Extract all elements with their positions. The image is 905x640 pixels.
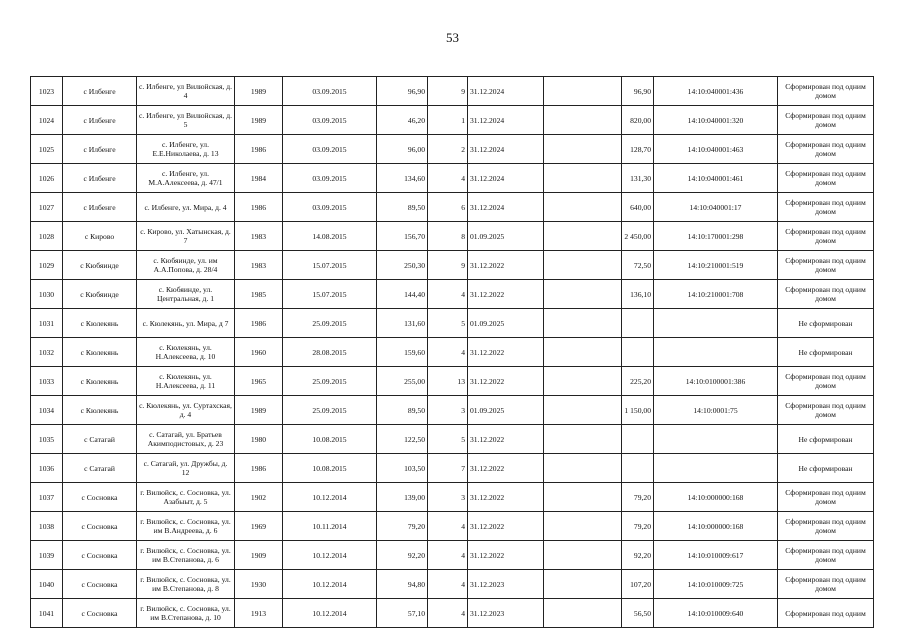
residents-count: 4 (428, 541, 468, 570)
house-area: 92,20 (377, 541, 428, 570)
row-number: 1031 (31, 309, 63, 338)
residents-count: 3 (428, 483, 468, 512)
planned-date: 31.12.2022 (468, 483, 544, 512)
table-row (31, 570, 874, 599)
land-area: 820,00 (622, 106, 654, 135)
house-address: г. Вилюйск, с. Сосновка, ул. Азабыыт, д. 5 (137, 483, 235, 512)
row-number: 1034 (31, 396, 63, 425)
table-row (31, 77, 874, 106)
land-area: 56,50 (622, 599, 654, 628)
house-address: с. Илбенге, ул Вилюйская, д. 4 (137, 77, 235, 106)
planned-date: 31.12.2023 (468, 599, 544, 628)
build-year: 1986 (235, 454, 283, 483)
house-area: 89,50 (377, 396, 428, 425)
emergency-date: 03.09.2015 (283, 193, 377, 222)
cadastral-number: 14:10:010009:617 (654, 541, 778, 570)
row-number: 1033 (31, 367, 63, 396)
empty-cell (544, 599, 622, 628)
cadastral-number: 14:10:040001:461 (654, 164, 778, 193)
table-row (31, 396, 874, 425)
village-name: с Сосновка (63, 541, 137, 570)
house-address: г. Вилюйск, с. Сосновка, ул. им В.Степанова, д. 6 (137, 541, 235, 570)
house-area: 46,20 (377, 106, 428, 135)
village-name: с Кирово (63, 222, 137, 251)
empty-cell (544, 512, 622, 541)
empty-cell (544, 164, 622, 193)
house-address: с. Илбенге, ул. Мира, д. 4 (137, 193, 235, 222)
house-address: с. Сатагай, ул. Братьев Акимподистовых, д. 23 (137, 425, 235, 454)
planned-date: 31.12.2023 (468, 570, 544, 599)
cadastral-number: 14:10:010009:725 (654, 570, 778, 599)
planned-date: 31.12.2022 (468, 367, 544, 396)
build-year: 1902 (235, 483, 283, 512)
house-area: 255,00 (377, 367, 428, 396)
house-area: 57,10 (377, 599, 428, 628)
empty-cell (544, 425, 622, 454)
village-name: с Илбенге (63, 135, 137, 164)
emergency-date: 10.08.2015 (283, 454, 377, 483)
house-area: 134,60 (377, 164, 428, 193)
planned-date: 31.12.2022 (468, 454, 544, 483)
build-year: 1983 (235, 251, 283, 280)
row-number: 1030 (31, 280, 63, 309)
house-address: с. Кюлекянь, ул. Суртахская, д. 4 (137, 396, 235, 425)
cadastral-number (654, 425, 778, 454)
house-address: с. Илбенге, ул. Е.Е.Николаева, д. 13 (137, 135, 235, 164)
house-address: с. Кюлекянь, ул. Н.Алексеева, д. 11 (137, 367, 235, 396)
land-status: Сформирован под одним домом (778, 280, 874, 309)
land-status: Не сформирован (778, 309, 874, 338)
build-year: 1960 (235, 338, 283, 367)
emergency-date: 10.12.2014 (283, 599, 377, 628)
house-area: 96,00 (377, 135, 428, 164)
emergency-date: 10.12.2014 (283, 541, 377, 570)
house-address: г. Вилюйск, с. Сосновка, ул. им В.Степанова, д. 10 (137, 599, 235, 628)
build-year: 1983 (235, 222, 283, 251)
row-number: 1036 (31, 454, 63, 483)
row-number: 1025 (31, 135, 63, 164)
row-number: 1038 (31, 512, 63, 541)
land-area (622, 309, 654, 338)
table-row (31, 164, 874, 193)
land-area: 79,20 (622, 512, 654, 541)
residents-count: 13 (428, 367, 468, 396)
table-row (31, 135, 874, 164)
planned-date: 31.12.2022 (468, 280, 544, 309)
cadastral-number: 14:10:040001:17 (654, 193, 778, 222)
village-name: с Сатагай (63, 454, 137, 483)
residents-count: 2 (428, 135, 468, 164)
build-year: 1989 (235, 396, 283, 425)
land-area: 92,20 (622, 541, 654, 570)
housing-registry-table (30, 76, 874, 628)
house-area: 159,60 (377, 338, 428, 367)
empty-cell (544, 251, 622, 280)
land-status: Сформирован под одним домом (778, 135, 874, 164)
build-year: 1986 (235, 193, 283, 222)
land-status: Сформирован под одним домом (778, 164, 874, 193)
land-status: Не сформирован (778, 425, 874, 454)
cadastral-number: 14:10:210001:708 (654, 280, 778, 309)
cadastral-number (654, 454, 778, 483)
land-area: 1 150,00 (622, 396, 654, 425)
table-row (31, 454, 874, 483)
cadastral-number: 14:10:000000:168 (654, 512, 778, 541)
empty-cell (544, 193, 622, 222)
row-number: 1041 (31, 599, 63, 628)
planned-date: 31.12.2024 (468, 77, 544, 106)
land-area: 107,20 (622, 570, 654, 599)
residents-count: 9 (428, 251, 468, 280)
village-name: с Сосновка (63, 570, 137, 599)
empty-cell (544, 570, 622, 599)
cadastral-number (654, 309, 778, 338)
planned-date: 31.12.2024 (468, 106, 544, 135)
land-area: 640,00 (622, 193, 654, 222)
land-status: Сформирован под одним домом (778, 367, 874, 396)
build-year: 1989 (235, 77, 283, 106)
village-name: с Кюлекянь (63, 338, 137, 367)
land-area (622, 425, 654, 454)
residents-count: 8 (428, 222, 468, 251)
residents-count: 4 (428, 280, 468, 309)
cadastral-number: 14:10:040001:320 (654, 106, 778, 135)
table-row (31, 599, 874, 628)
table-row (31, 541, 874, 570)
house-address: с. Кюлекянь, ул. Н.Алексеева, д. 10 (137, 338, 235, 367)
house-area: 103,50 (377, 454, 428, 483)
land-status: Сформирован под одним домом (778, 570, 874, 599)
table-row (31, 512, 874, 541)
village-name: с Сатагай (63, 425, 137, 454)
house-area: 89,50 (377, 193, 428, 222)
table-row (31, 222, 874, 251)
row-number: 1039 (31, 541, 63, 570)
table-row (31, 280, 874, 309)
house-address: с. Кюбяинде, ул. им А.А.Попова, д. 28/4 (137, 251, 235, 280)
house-address: с. Илбенге, ул. М.А.Алексеева, д. 47/1 (137, 164, 235, 193)
land-area: 131,30 (622, 164, 654, 193)
land-status: Не сформирован (778, 454, 874, 483)
emergency-date: 25.09.2015 (283, 367, 377, 396)
house-area: 96,90 (377, 77, 428, 106)
village-name: с Сосновка (63, 512, 137, 541)
residents-count: 4 (428, 599, 468, 628)
row-number: 1023 (31, 77, 63, 106)
build-year: 1986 (235, 135, 283, 164)
residents-count: 5 (428, 425, 468, 454)
table-row (31, 367, 874, 396)
empty-cell (544, 106, 622, 135)
planned-date: 01.09.2025 (468, 309, 544, 338)
village-name: с Илбенге (63, 164, 137, 193)
empty-cell (544, 222, 622, 251)
planned-date: 01.09.2025 (468, 222, 544, 251)
land-status: Сформирован под одним домом (778, 222, 874, 251)
cadastral-number (654, 338, 778, 367)
build-year: 1969 (235, 512, 283, 541)
planned-date: 31.12.2022 (468, 425, 544, 454)
empty-cell (544, 280, 622, 309)
build-year: 1965 (235, 367, 283, 396)
planned-date: 31.12.2024 (468, 135, 544, 164)
emergency-date: 15.07.2015 (283, 251, 377, 280)
emergency-date: 03.09.2015 (283, 135, 377, 164)
build-year: 1985 (235, 280, 283, 309)
page-number: 53 (446, 30, 459, 45)
empty-cell (544, 135, 622, 164)
row-number: 1026 (31, 164, 63, 193)
land-area (622, 454, 654, 483)
table-row (31, 483, 874, 512)
planned-date: 31.12.2022 (468, 251, 544, 280)
land-status: Сформирован под одним домом (778, 541, 874, 570)
house-area: 139,00 (377, 483, 428, 512)
table-row (31, 251, 874, 280)
house-address: г. Вилюйск, с. Сосновка, ул. им В.Степанова, д. 8 (137, 570, 235, 599)
house-area: 122,50 (377, 425, 428, 454)
cadastral-number: 14:10:210001:519 (654, 251, 778, 280)
house-area: 156,70 (377, 222, 428, 251)
empty-cell (544, 396, 622, 425)
residents-count: 4 (428, 338, 468, 367)
village-name: с Кюлекянь (63, 367, 137, 396)
village-name: с Кюбяинде (63, 280, 137, 309)
row-number: 1040 (31, 570, 63, 599)
build-year: 1984 (235, 164, 283, 193)
empty-cell (544, 309, 622, 338)
land-area: 128,70 (622, 135, 654, 164)
house-area: 94,80 (377, 570, 428, 599)
empty-cell (544, 77, 622, 106)
row-number: 1037 (31, 483, 63, 512)
emergency-date: 25.09.2015 (283, 309, 377, 338)
empty-cell (544, 541, 622, 570)
land-area: 136,10 (622, 280, 654, 309)
emergency-date: 03.09.2015 (283, 106, 377, 135)
emergency-date: 28.08.2015 (283, 338, 377, 367)
build-year: 1909 (235, 541, 283, 570)
land-area: 96,90 (622, 77, 654, 106)
cadastral-number: 14:10:000000:168 (654, 483, 778, 512)
residents-count: 3 (428, 396, 468, 425)
land-area: 225,20 (622, 367, 654, 396)
residents-count: 7 (428, 454, 468, 483)
emergency-date: 03.09.2015 (283, 164, 377, 193)
village-name: с Илбенге (63, 193, 137, 222)
emergency-date: 03.09.2015 (283, 77, 377, 106)
cadastral-number: 14:10:040001:463 (654, 135, 778, 164)
land-status: Сформирован под одним домом (778, 106, 874, 135)
residents-count: 6 (428, 193, 468, 222)
house-area: 250,30 (377, 251, 428, 280)
row-number: 1032 (31, 338, 63, 367)
land-area: 79,20 (622, 483, 654, 512)
land-status: Не сформирован (778, 338, 874, 367)
residents-count: 1 (428, 106, 468, 135)
emergency-date: 14.08.2015 (283, 222, 377, 251)
emergency-date: 10.11.2014 (283, 512, 377, 541)
planned-date: 31.12.2022 (468, 541, 544, 570)
row-number: 1027 (31, 193, 63, 222)
emergency-date: 10.08.2015 (283, 425, 377, 454)
table-row (31, 338, 874, 367)
build-year: 1980 (235, 425, 283, 454)
table-row (31, 309, 874, 338)
emergency-date: 10.12.2014 (283, 483, 377, 512)
table-body (31, 77, 874, 628)
house-address: с. Сатагай, ул. Дружбы, д. 12 (137, 454, 235, 483)
village-name: с Илбенге (63, 106, 137, 135)
cadastral-number: 14:10:040001:436 (654, 77, 778, 106)
residents-count: 9 (428, 77, 468, 106)
emergency-date: 25.09.2015 (283, 396, 377, 425)
residents-count: 5 (428, 309, 468, 338)
cadastral-number: 14:10:0100001:386 (654, 367, 778, 396)
residents-count: 4 (428, 164, 468, 193)
empty-cell (544, 483, 622, 512)
house-area: 144,40 (377, 280, 428, 309)
village-name: с Кюбяинде (63, 251, 137, 280)
village-name: с Кюлекянь (63, 396, 137, 425)
residents-count: 4 (428, 570, 468, 599)
empty-cell (544, 367, 622, 396)
house-address: с. Кюбяинде, ул. Центральная, д. 1 (137, 280, 235, 309)
table-row (31, 106, 874, 135)
row-number: 1029 (31, 251, 63, 280)
house-area: 131,60 (377, 309, 428, 338)
cadastral-number: 14:10:0001:75 (654, 396, 778, 425)
planned-date: 31.12.2022 (468, 512, 544, 541)
planned-date: 01.09.2025 (468, 396, 544, 425)
village-name: с Сосновка (63, 599, 137, 628)
land-area: 72,50 (622, 251, 654, 280)
house-address: г. Вилюйск, с. Сосновка, ул. им В.Андреева, д. 6 (137, 512, 235, 541)
house-area: 79,20 (377, 512, 428, 541)
village-name: с Кюлекянь (63, 309, 137, 338)
residents-count: 4 (428, 512, 468, 541)
village-name: с Сосновка (63, 483, 137, 512)
emergency-date: 10.12.2014 (283, 570, 377, 599)
planned-date: 31.12.2024 (468, 164, 544, 193)
row-number: 1035 (31, 425, 63, 454)
build-year: 1986 (235, 309, 283, 338)
land-status: Сформирован под одним домом (778, 251, 874, 280)
land-status: Сформирован под одним домом (778, 193, 874, 222)
house-address: с. Кирово, ул. Хатынская, д. 7 (137, 222, 235, 251)
cadastral-number: 14:10:010009:640 (654, 599, 778, 628)
build-year: 1989 (235, 106, 283, 135)
house-address: с. Кюлекянь, ул. Мира, д 7 (137, 309, 235, 338)
land-status: Сформирован под одним (778, 599, 874, 628)
planned-date: 31.12.2024 (468, 193, 544, 222)
village-name: с Илбенге (63, 77, 137, 106)
build-year: 1930 (235, 570, 283, 599)
land-status: Сформирован под одним домом (778, 483, 874, 512)
land-area (622, 338, 654, 367)
land-area: 2 450,00 (622, 222, 654, 251)
planned-date: 31.12.2022 (468, 338, 544, 367)
empty-cell (544, 338, 622, 367)
cadastral-number: 14:10:170001:298 (654, 222, 778, 251)
table-row (31, 193, 874, 222)
build-year: 1913 (235, 599, 283, 628)
land-status: Сформирован под одним домом (778, 396, 874, 425)
land-status: Сформирован под одним домом (778, 77, 874, 106)
table-row (31, 425, 874, 454)
house-address: с. Илбенге, ул Вилюйская, д. 5 (137, 106, 235, 135)
row-number: 1028 (31, 222, 63, 251)
emergency-date: 15.07.2015 (283, 280, 377, 309)
empty-cell (544, 454, 622, 483)
row-number: 1024 (31, 106, 63, 135)
land-status: Сформирован под одним домом (778, 512, 874, 541)
